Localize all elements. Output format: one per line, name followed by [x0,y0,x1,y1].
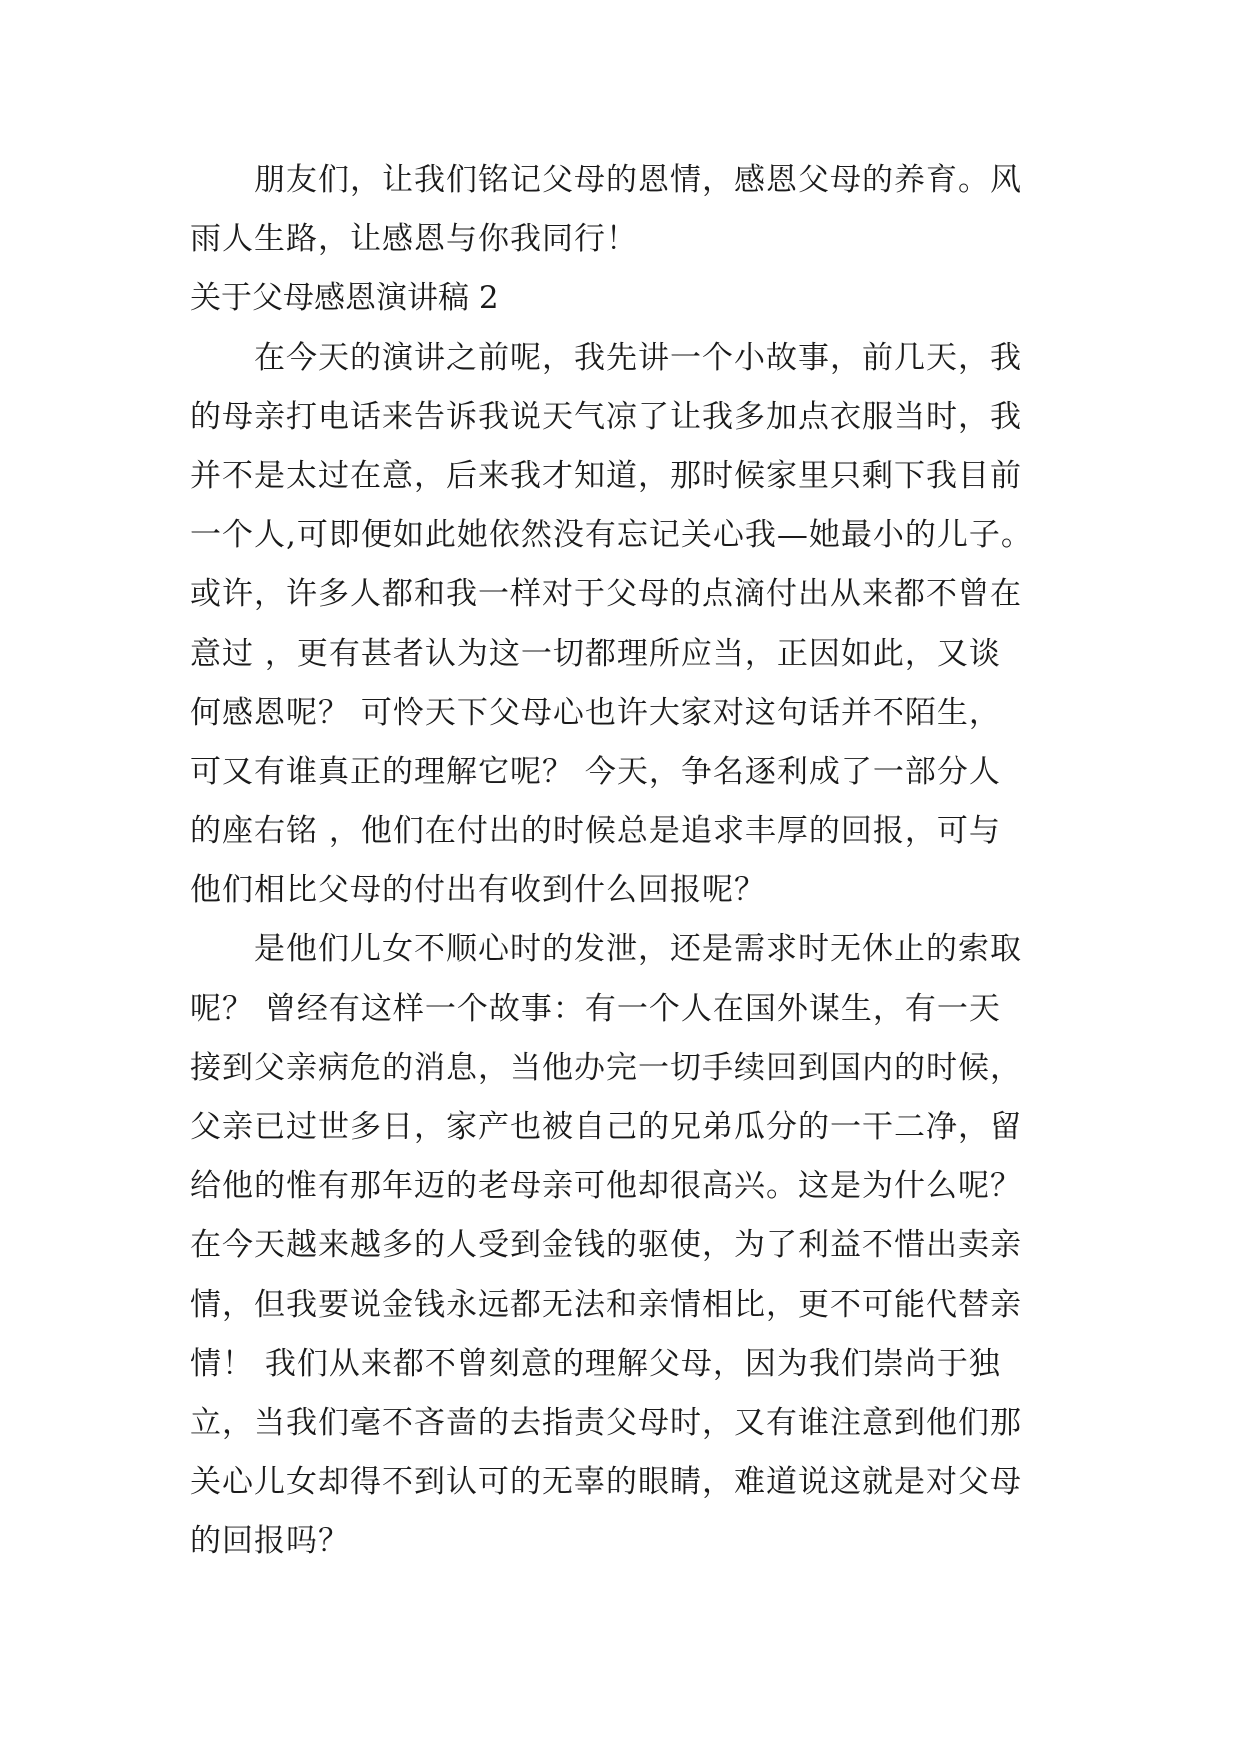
paragraph-line: 情，但我要说金钱永远都无法和亲情相比，更不可能代替亲 [190,1286,1022,1323]
paragraph-line: 或许，许多人都和我一样对于父母的点滴付出从来都不曾在 [190,576,1022,613]
paragraph-line: 呢？ 曾经有这样一个故事：有一个人在国外谋生，有一天 [190,990,1001,1027]
paragraph-line: 给他的惟有那年迈的老母亲可他却很高兴。这是为什么呢？ [190,1168,1022,1205]
paragraph-line: 可又有谁真正的理解它呢？ 今天，争名逐利成了一部分人 [190,753,1001,790]
paragraph-line: 关心儿女却得不到认可的无辜的眼睛，难道说这就是对父母 [190,1464,1022,1501]
paragraph-line: 父亲已过世多日，家产也被自己的兄弟瓜分的一干二净，留 [190,1109,1022,1145]
section-heading: 关于父母感恩演讲稿 2 [190,280,499,317]
paragraph-line: 是他们儿女不顺心时的发泄，还是需求时无休止的索取 [254,931,1022,968]
paragraph-line: 雨人生路，让感恩与你我同行！ [190,221,638,258]
paragraph-line: 何感恩呢？ 可怜天下父母心也许大家对这句话并不陌生， [190,694,1001,731]
paragraph-line: 一个人,可即便如此她依然没有忘记关心我—她最小的儿子。 [190,517,1033,554]
paragraph-line: 并不是太过在意，后来我才知道，那时候家里只剩下我目前 [190,457,1022,494]
document-body [190,163,1080,1584]
paragraph-line: 的座右铭 ，他们在付出的时候总是追求丰厚的回报，可与 [190,813,1001,850]
paragraph-line: 朋友们，让我们铭记父母的恩情，感恩父母的养育。风 [254,162,1022,198]
paragraph-line: 接到父亲病危的消息，当他办完一切手续回到国内的时候， [190,1049,1022,1086]
paragraph-line: 在今天的演讲之前呢，我先讲一个小故事，前几天，我 [254,339,1022,376]
paragraph-line: 的回报吗？ [190,1523,350,1560]
paragraph-line: 意过 ，更有甚者认为这一切都理所应当，正因如此，又谈 [190,635,1001,672]
paragraph-line: 在今天越来越多的人受到金钱的驱使，为了利益不惜出卖亲 [190,1227,1022,1264]
paragraph-line: 的母亲打电话来告诉我说天气凉了让我多加点衣服当时，我 [190,398,1022,435]
paragraph-line: 立，当我们毫不吝啬的去指责父母时，又有谁注意到他们那 [190,1404,1022,1441]
paragraph-line: 他们相比父母的付出有收到什么回报呢？ [190,872,766,909]
paragraph-line: 情！ 我们从来都不曾刻意的理解父母，因为我们崇尚于独 [190,1345,1001,1382]
